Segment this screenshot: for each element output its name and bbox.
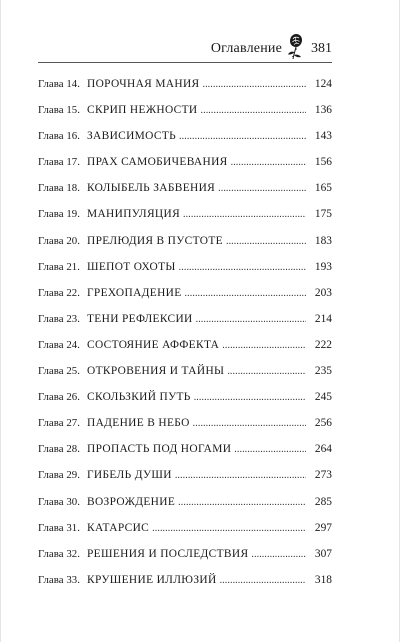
dot-leader [227,366,306,377]
chapter-title: МАНИПУЛЯЦИЯ [87,208,181,221]
toc-entry[interactable] [38,182,332,208]
dot-leader [179,131,306,142]
dot-leader [201,105,307,116]
dot-leader [218,183,306,194]
chapter-number: Глава 22. [38,286,81,299]
chapter-number: Глава 29. [38,469,81,482]
dot-leader [196,314,306,325]
running-head [38,37,332,65]
toc-entry[interactable] [38,365,332,391]
dot-leader [222,340,306,351]
table-of-contents [38,78,332,600]
chapter-page-number: 136 [314,104,332,117]
chapter-title: ПРОПАСТЬ ПОД НОГАМИ [87,443,232,456]
toc-entry[interactable] [38,339,332,365]
toc-entry[interactable] [38,208,332,234]
chapter-title: ГИБЕЛЬ ДУШИ [87,469,172,482]
toc-entry[interactable] [38,469,332,495]
chapter-title: ПРЕЛЮДИЯ В ПУСТОТЕ [87,234,223,247]
chapter-page-number: 273 [314,469,332,482]
dot-leader [226,236,306,247]
dot-leader [251,549,306,560]
chapter-number: Глава 14. [38,78,81,90]
dot-leader [193,418,306,429]
chapter-page-number: 124 [314,78,332,90]
toc-entry[interactable] [38,104,332,130]
dot-leader [202,79,306,90]
chapter-title: ПАДЕНИЕ В НЕБО [87,417,190,430]
toc-entry[interactable] [38,313,332,339]
chapter-number: Глава 21. [38,260,81,273]
toc-entry[interactable] [38,522,332,548]
toc-entry[interactable] [38,78,332,104]
chapter-title: ПОРОЧНАЯ МАНИЯ [87,78,200,90]
rose-icon [284,33,308,61]
running-head-title: Оглавление [210,41,282,56]
chapter-number: Глава 16. [38,130,81,143]
dot-leader [178,497,306,508]
chapter-title: КОЛЫБЕЛЬ ЗАБВЕНИЯ [87,182,216,195]
chapter-page-number: 156 [314,156,332,169]
toc-entry[interactable] [38,235,332,261]
page-edge-left [0,0,1,642]
toc-entry[interactable] [38,443,332,469]
chapter-title: СКРИП НЕЖНОСТИ [87,104,198,117]
chapter-title: ОТКРОВЕНИЯ И ТАЙНЫ [87,365,225,378]
chapter-number: Глава 30. [38,495,81,508]
chapter-number: Глава 17. [38,156,81,169]
chapter-page-number: 143 [314,130,332,143]
chapter-number: Глава 31. [38,521,81,534]
chapter-page-number: 264 [314,443,332,456]
chapter-title: ТЕНИ РЕФЛЕКСИИ [87,312,193,325]
chapter-number: Глава 18. [38,182,81,195]
chapter-number: Глава 24. [38,338,81,351]
chapter-number: Глава 15. [38,104,81,117]
chapter-title: СКОЛЬЗКИЙ ПУТЬ [87,391,191,404]
chapter-number: Глава 23. [38,312,81,325]
dot-leader [183,209,306,220]
chapter-page-number: 165 [314,182,332,195]
chapter-number: Глава 32. [38,547,81,560]
toc-entry[interactable] [38,548,332,574]
chapter-number: Глава 26. [38,391,81,404]
dot-leader [194,392,306,403]
dot-leader [179,262,306,273]
chapter-number: Глава 33. [38,573,81,586]
chapter-title: СОСТОЯНИЕ АФФЕКТА [87,338,220,351]
chapter-title: ЗАВИСИМОСТЬ [87,130,177,143]
chapter-page-number: 318 [314,573,332,586]
toc-entry[interactable] [38,391,332,417]
toc-entry[interactable] [38,287,332,313]
chapter-title: КРУШЕНИЕ ИЛЛЮЗИЙ [87,573,217,586]
toc-entry[interactable] [38,496,332,522]
toc-entry[interactable] [38,261,332,287]
header-rule [38,62,332,63]
chapter-number: Глава 27. [38,417,81,430]
chapter-page-number: 214 [314,312,332,325]
chapter-title: ПРАХ САМОБИЧЕВАНИЯ [87,156,228,169]
chapter-page-number: 193 [314,260,332,273]
chapter-page-number: 256 [314,417,332,430]
chapter-page-number: 297 [314,521,332,534]
toc-entry[interactable] [38,574,332,600]
dot-leader [185,288,306,299]
chapter-page-number: 245 [314,391,332,404]
dot-leader [152,523,306,534]
chapter-page-number: 183 [314,234,332,247]
chapter-page-number: 285 [314,495,332,508]
chapter-number: Глава 28. [38,443,81,456]
chapter-page-number: 222 [314,338,332,351]
dot-leader [234,444,306,455]
running-head-page-number: 381 [311,41,332,56]
chapter-page-number: 307 [314,547,332,560]
chapter-number: Глава 20. [38,234,81,247]
toc-entry[interactable] [38,417,332,443]
chapter-title: РЕШЕНИЯ И ПОСЛЕДСТВИЯ [87,547,249,560]
dot-leader [220,575,306,586]
chapter-number: Глава 25. [38,365,81,378]
chapter-title: КАТАРСИС [87,521,150,534]
chapter-page-number: 203 [314,286,332,299]
chapter-title: ГРЕХОПАДЕНИЕ [87,286,182,299]
dot-leader [231,157,306,168]
chapter-title: ВОЗРОЖДЕНИЕ [87,495,176,508]
toc-entry[interactable] [38,130,332,156]
chapter-number: Глава 19. [38,208,81,221]
chapter-title: ШЕПОТ ОХОТЫ [87,260,176,273]
chapter-page-number: 235 [314,365,332,378]
dot-leader [175,470,306,481]
toc-entry[interactable] [38,156,332,182]
chapter-page-number: 175 [314,208,332,221]
